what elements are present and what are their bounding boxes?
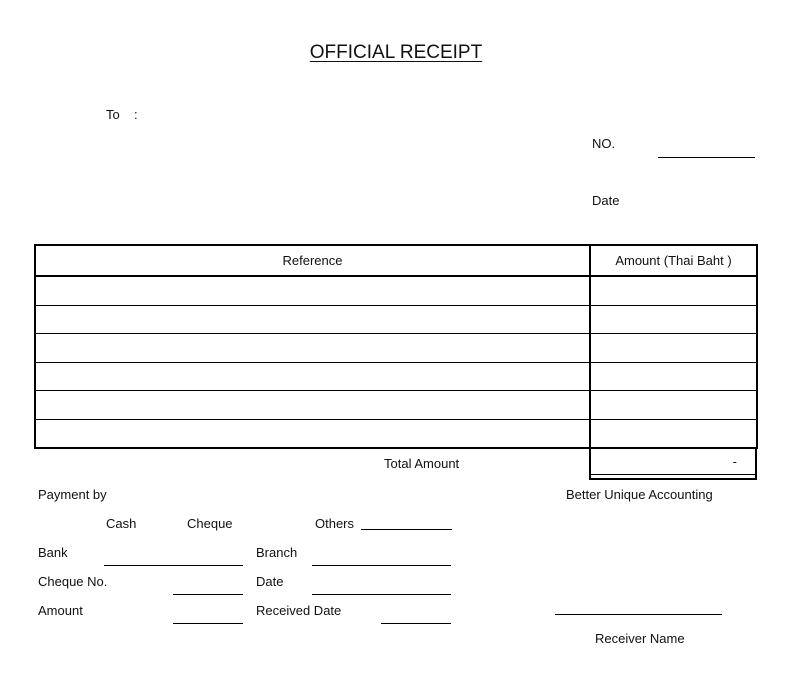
company-name: Better Unique Accounting — [566, 487, 713, 502]
amount-cell[interactable] — [590, 276, 757, 305]
to-label: To — [106, 107, 120, 122]
received-date-label: Received Date — [256, 603, 342, 618]
receiver-signature-line[interactable] — [555, 614, 722, 615]
payment-option-cash[interactable]: Cash — [106, 516, 137, 531]
reference-cell[interactable] — [35, 419, 590, 448]
branch-label: Branch — [256, 545, 298, 560]
to-colon: : — [134, 107, 138, 122]
table-row — [35, 276, 757, 305]
total-amount-value: - — [732, 454, 737, 469]
reference-cell[interactable] — [35, 391, 590, 420]
bank-label: Bank — [38, 545, 68, 560]
amount-cell[interactable] — [590, 334, 757, 363]
receiver-name-label: Receiver Name — [595, 631, 685, 646]
cheque-no-label: Cheque No. — [38, 574, 108, 589]
table-row — [35, 391, 757, 420]
payment-by-label: Payment by — [38, 487, 107, 502]
receipt-no-field[interactable] — [658, 157, 755, 158]
reference-cell[interactable] — [35, 362, 590, 391]
branch-field[interactable] — [312, 565, 451, 566]
reference-table — [34, 244, 758, 449]
amount-cell[interactable] — [590, 391, 757, 420]
cheque-date-label: Date — [256, 574, 284, 589]
reference-cell[interactable] — [35, 276, 590, 305]
table-row — [35, 305, 757, 334]
total-amount-box[interactable] — [589, 448, 757, 480]
cheque-no-field[interactable] — [173, 594, 243, 595]
amount-cell[interactable] — [590, 419, 757, 448]
amount-field[interactable] — [173, 623, 243, 624]
payment-option-others[interactable]: Others — [315, 516, 355, 531]
amount-header: Amount (Thai Baht ) — [590, 245, 757, 276]
amount-label: Amount — [38, 603, 83, 618]
total-amount-label: Total Amount — [384, 456, 460, 471]
payment-option-cheque[interactable]: Cheque — [187, 516, 233, 531]
reference-cell[interactable] — [35, 305, 590, 334]
receipt-no-label: NO. — [592, 136, 616, 151]
table-row — [35, 362, 757, 391]
amount-cell[interactable] — [590, 362, 757, 391]
reference-header: Reference — [35, 245, 590, 276]
reference-cell[interactable] — [35, 334, 590, 363]
received-date-field[interactable] — [381, 623, 451, 624]
page-title: OFFICIAL RECEIPT — [309, 42, 483, 63]
date-label: Date — [592, 193, 620, 208]
amount-cell[interactable] — [590, 305, 757, 334]
bank-field[interactable] — [104, 565, 243, 566]
others-field[interactable] — [361, 529, 452, 530]
table-row — [35, 419, 757, 448]
cheque-date-field[interactable] — [312, 594, 451, 595]
table-row — [35, 334, 757, 363]
